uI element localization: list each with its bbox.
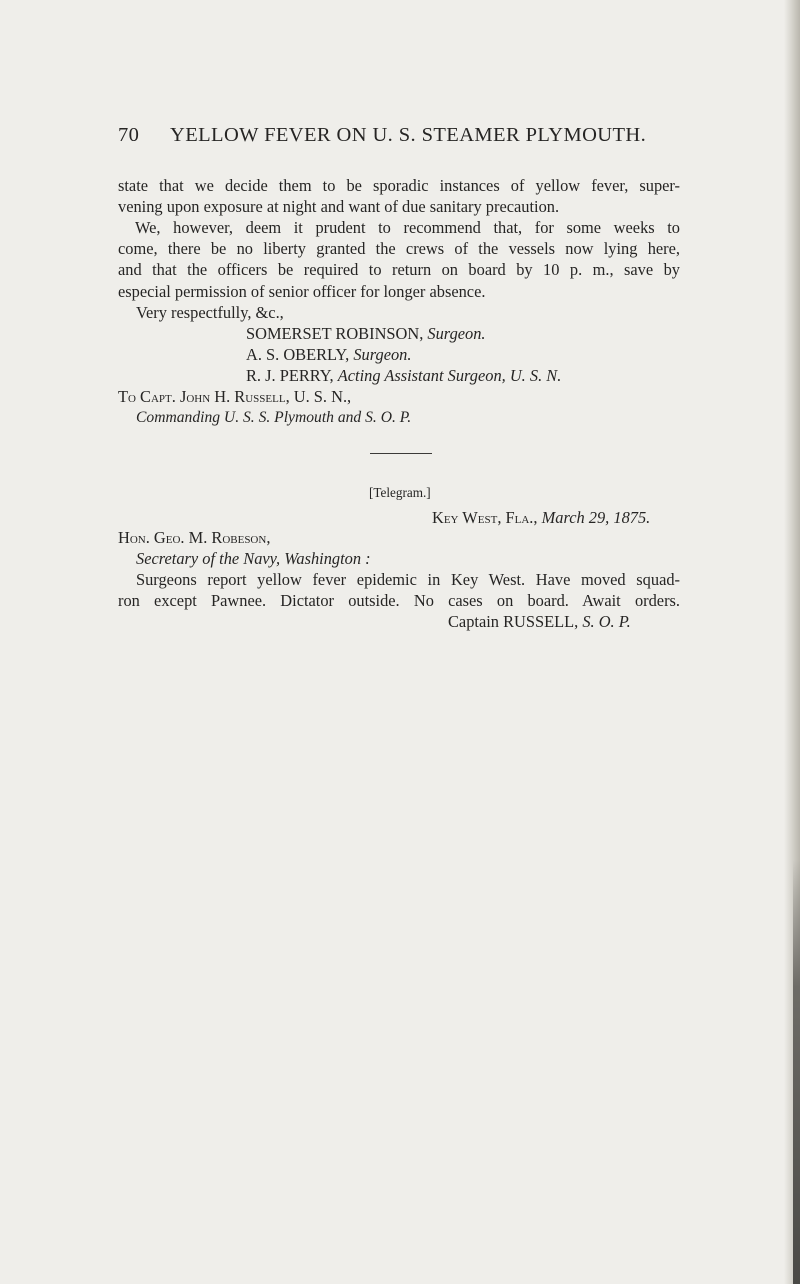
text-line: vening upon exposure at night and want of due sanitary precaution. bbox=[118, 197, 560, 217]
signatory-2 bbox=[246, 344, 411, 365]
telegram-body bbox=[118, 569, 680, 611]
telegram-recipient-title: Secretary of the Navy, Washington : bbox=[136, 549, 371, 568]
telegram-dateline bbox=[432, 507, 650, 528]
signatory-title: Acting Assistant Surgeon, U. S. N. bbox=[337, 366, 562, 385]
telegram-date: March 29, 1875. bbox=[541, 508, 651, 527]
text-line: come, there be no liberty granted the crews of the vessels now lying here, bbox=[118, 239, 680, 259]
report-paragraph-1 bbox=[118, 175, 680, 217]
text-line: state that we decide them to be sporadic instances of yellow fever, super- bbox=[118, 176, 680, 195]
signatory-title: Surgeon. bbox=[427, 324, 486, 343]
page-edge-dark bbox=[793, 860, 800, 1284]
text-line: especial permission of senior officer for longer absence. bbox=[118, 281, 486, 301]
signatory-3 bbox=[246, 365, 561, 386]
telegram-signature bbox=[448, 611, 631, 632]
report-paragraph-2 bbox=[118, 217, 680, 302]
text-line: ron except Pawnee. Dictator outside. No cases on board. Await orders. bbox=[118, 591, 680, 611]
running-head-title: YELLOW FEVER ON U. S. STEAMER PLYMOUTH. bbox=[170, 124, 647, 146]
signatory-title: Surgeon. bbox=[353, 345, 412, 364]
signatory-name: A. S. OBERLY, bbox=[246, 345, 350, 364]
signatory-name: R. J. PERRY, bbox=[246, 366, 334, 385]
text-line: We, however, deem it prudent to recommend that, for some weeks to bbox=[135, 218, 680, 237]
signatory-1 bbox=[246, 323, 486, 344]
running-head bbox=[118, 124, 678, 147]
signature-title: S. O. P. bbox=[582, 612, 631, 631]
telegram-recipient: Hon. Geo. M. Robeson, bbox=[118, 528, 271, 547]
text-line: Surgeons report yellow fever epidemic in Key West. Have moved squad- bbox=[136, 570, 680, 589]
addressee: To Capt. John H. Russell, U. S. N., bbox=[118, 387, 352, 406]
page-number: 70 bbox=[118, 124, 140, 146]
section-divider bbox=[370, 453, 432, 454]
signatory-name: SOMERSET ROBINSON, bbox=[246, 324, 424, 343]
telegram-label: [Telegram.] bbox=[369, 485, 431, 500]
addressee-role: Commanding U. S. S. Plymouth and S. O. P. bbox=[136, 409, 412, 426]
closing-salutation: Very respectfully, &c., bbox=[136, 303, 284, 322]
telegram-place: Key West, Fla., bbox=[432, 508, 538, 527]
signature-name: Captain RUSSELL, bbox=[448, 612, 579, 631]
text-line: and that the officers be required to return on board by 10 p. m., save by bbox=[118, 260, 680, 280]
